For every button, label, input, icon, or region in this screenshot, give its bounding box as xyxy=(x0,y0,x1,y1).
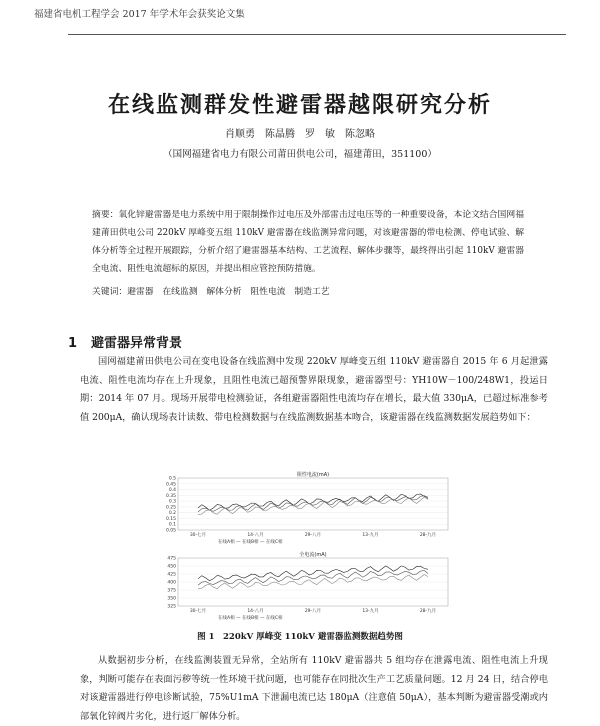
series-line xyxy=(198,494,428,510)
series-line xyxy=(198,566,428,581)
y-tick-label: 325 xyxy=(167,604,176,610)
plot-frame xyxy=(178,478,448,530)
x-tick-label: 13-九月 xyxy=(362,533,379,538)
y-tick-label: 0.3 xyxy=(168,499,176,505)
x-tick-label: 14-八月 xyxy=(247,609,264,614)
trend-figure xyxy=(160,470,460,620)
section-title: 避雷器异常背景 xyxy=(91,336,183,351)
y-tick-label: 0.2 xyxy=(168,511,176,517)
header-divider xyxy=(68,34,566,35)
y-tick-label: 0.5 xyxy=(168,476,176,482)
x-tick-label: 28-九月 xyxy=(419,609,437,614)
body-paragraph-1: 国网福建莆田供电公司在变电设备在线监测中发现 220kV 厚峰变五组 110kV 避雷器自 2015 年 6 月起泄露电流、阻性电流均存在上升现象，且阻性电流已超预警界限现象，避雷器型号：YH10W－100/248W1，投运日期：2014 年 07 月。现场开展带电检测验证，各组避雷器阻性电流均存在增长，最大值 330μA，已超过标准参考值 200μA，确认现场表计读数、带电检测数据与在线监测数据基本吻合，该避雷器在线监测数据发展趋势如下： xyxy=(80,356,548,423)
y-tick-label: 0.35 xyxy=(165,493,176,499)
authors: 肖顺勇 陈晶腾 罗 敏 陈忽略 xyxy=(225,129,375,140)
affiliation: （国网福建省电力有限公司莆田供电公司，福建莆田，351100） xyxy=(163,149,437,160)
series-line xyxy=(198,575,428,589)
y-tick-label: 350 xyxy=(167,596,176,602)
y-tick-label: 0.05 xyxy=(165,528,176,534)
chart-title: 全电流(mA) xyxy=(299,552,327,558)
x-tick-label: 29-八月 xyxy=(304,609,322,614)
running-header: 福建省电机工程学会 2017 年学术年会获奖论文集 xyxy=(34,9,245,20)
x-tick-label: 13-九月 xyxy=(362,609,379,614)
x-tick-label: 30-七月 xyxy=(189,533,207,538)
abstract: 摘要：氧化锌避雷器是电力系统中用于限制操作过电压及外部雷击过电压等的一种重要设备，本论文结合国网福建莆田供电公司 220kV 厚峰变五组 110kV 避雷器在线监测异常问题，对该避雷器的带电检测、停电试验、解体分析等全过程开展跟踪，分析介绍了避雷器基本结构、工艺流程、解体步骤等，最终得出引起 110kV 避雷器全电流、阻性电流超标的原因，并提出相应管控预防措施。 xyxy=(92,210,524,274)
chart-legend: 在线A相 — 在线B相 — 在线C相 xyxy=(218,616,283,620)
y-tick-label: 375 xyxy=(167,588,176,594)
chart-title: 阻性电流(mA) xyxy=(296,472,330,478)
y-tick-label: 0.25 xyxy=(165,505,176,511)
x-tick-label: 30-七月 xyxy=(189,609,207,614)
chart-legend: 在线A相 — 在线B相 — 在线C相 xyxy=(218,540,283,545)
x-tick-label: 28-九月 xyxy=(419,533,437,538)
series-line xyxy=(198,496,428,512)
y-tick-label: 450 xyxy=(167,564,176,570)
section-number: 1 xyxy=(68,336,78,351)
figure-caption: 图 1 220kV 厚峰变 110kV 避雷器监测数据趋势图 xyxy=(197,632,403,642)
x-tick-label: 14-八月 xyxy=(247,533,264,538)
y-tick-label: 0.4 xyxy=(168,488,176,494)
y-tick-label: 475 xyxy=(167,556,176,562)
paper-title: 在线监测群发性避雷器越限研究分析 xyxy=(107,92,492,118)
x-tick-label: 29-八月 xyxy=(304,533,322,538)
y-tick-label: 0.1 xyxy=(168,522,176,528)
body-paragraph-2: 从数据初步分析，在线监测装置无异常，全站所有 110kV 避雷器共 5 组均存在泄露电流、阻性电流上升现象，判断可能存在表面污秽等统一性环境干扰问题，也可能存在同批次生产工艺质量问题。12 月 24 日，结合停电对该避雷器进行停电诊断试验，75%U1mA 下泄漏电流已达 180μA（注意值 50μA），基本判断为避雷器受潮或内部氧化锌阀片劣化，进行返厂解体分析。 xyxy=(80,655,548,722)
section-heading xyxy=(68,332,182,351)
keywords: 关键词：避雷器 在线监测 解体分析 阻性电流 制造工艺 xyxy=(92,287,330,297)
y-tick-label: 425 xyxy=(167,572,176,578)
y-tick-label: 0.15 xyxy=(165,516,176,522)
y-tick-label: 0.45 xyxy=(165,482,176,488)
y-tick-label: 400 xyxy=(167,580,176,586)
